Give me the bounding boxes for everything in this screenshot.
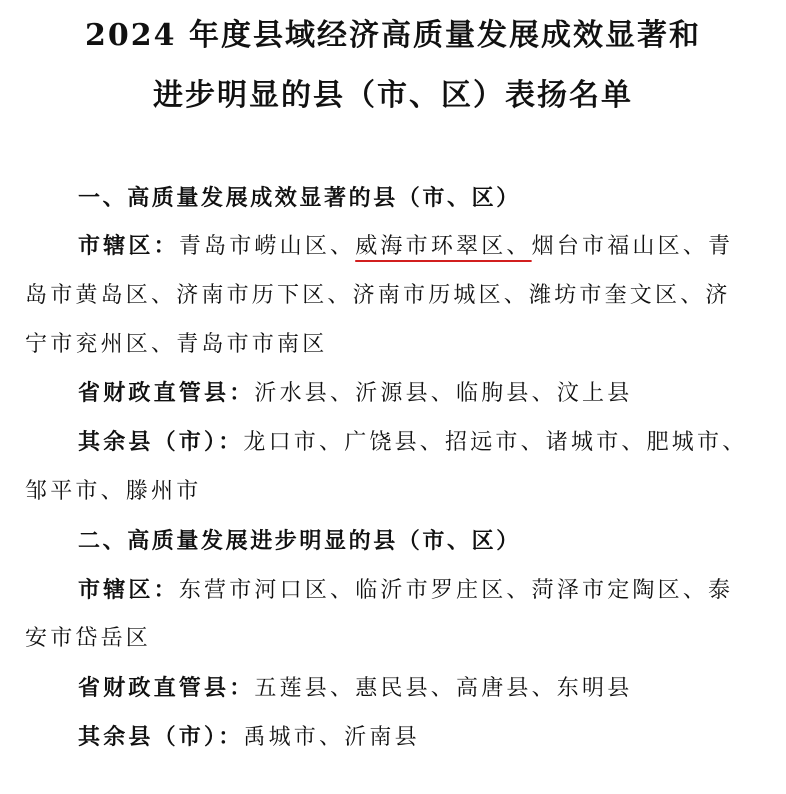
section-1-heading: 一、高质量发展成效显著的县（市、区） [78,185,521,211]
section-2-districts-line-1 [78,575,733,606]
section-2-other-label: 其余县（市）： [78,724,244,750]
section-2-districts-label: 市辖区： [78,577,179,603]
section-2-provincial-line [78,673,632,704]
section-2-heading: 二、高质量发展进步明显的县（市、区） [78,528,521,554]
section-1-other-line-2: 邹平市、滕州市 [25,479,202,504]
section-1-districts-text-a: 青岛市崂山区、 [178,234,356,259]
section-1-districts-text-b: 烟台市福山区、青 [531,234,734,259]
section-2-provincial-text: 五莲县、惠民县、高唐县、东明县 [254,676,633,701]
section-2-provincial-label: 省财政直管县： [78,675,255,701]
section-1-districts-line-3: 宁市兖州区、青岛市市南区 [25,332,328,357]
section-1-districts-label: 市辖区： [78,233,179,259]
section-2-districts-line-2: 安市岱岳区 [25,626,152,651]
section-1-districts-line-2: 岛市黄岛区、济南市历下区、济南市历城区、潍坊市奎文区、济 [25,283,731,308]
section-1-other-label: 其余县（市）： [78,429,244,455]
highlighted-district: 威海市环翠区、 [355,234,532,259]
document-title-line-1: 2024 年度县域经济高质量发展成效显著和 [85,18,701,53]
section-1-other-line-1 [78,427,747,458]
section-2-other-text: 禹城市、沂南县 [243,725,420,750]
section-1-districts-line-1 [78,231,733,262]
document-title-line-2: 进步明显的县（市、区）表扬名单 [153,78,633,113]
section-2-districts-text: 东营市河口区、临沂市罗庄区、菏泽市定陶区、泰 [178,578,734,603]
section-1-provincial-line [78,378,632,409]
section-2-other-line [78,722,420,753]
section-1-other-text: 龙口市、广饶县、招远市、诸城市、肥城市、 [243,430,748,455]
section-1-provincial-label: 省财政直管县： [78,380,255,406]
section-1-provincial-text: 沂水县、沂源县、临朐县、汶上县 [254,381,633,406]
